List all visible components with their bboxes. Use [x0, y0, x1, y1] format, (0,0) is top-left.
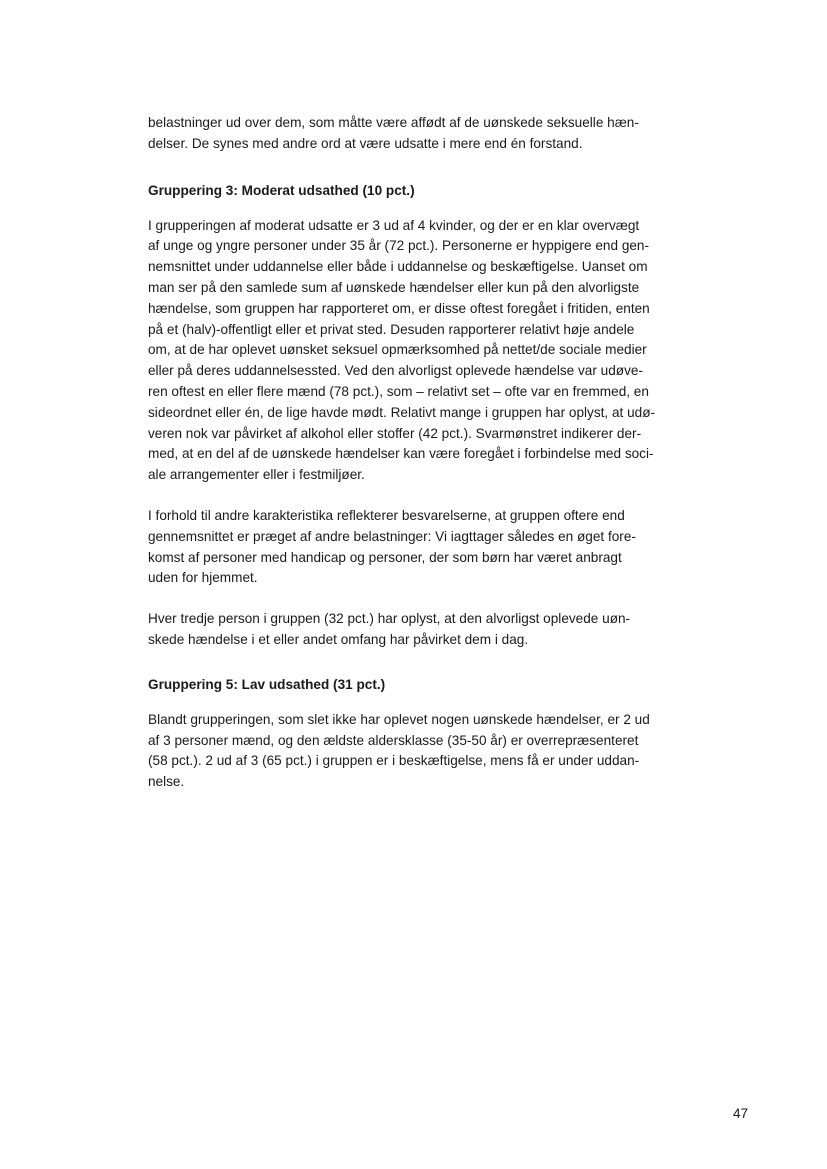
text-line: komst af personer med handicap og personer, der som børn har været anbragt — [148, 549, 622, 565]
text-line: Hver tredje person i gruppen (32 pct.) har oplyst, at den alvorligst oplevede uøn- — [148, 611, 631, 627]
text-line: om, at de har oplevet uønsket seksuel opmærksomhed på nettet/de sociale medier — [148, 342, 647, 358]
text-line: belastninger ud over dem, som måtte være affødt af de uønskede seksuelle hæn- — [148, 115, 639, 130]
text-line: af 3 personer mænd, og den ældste aldersklasse (35-50 år) er overrepræsenteret — [148, 732, 639, 748]
text-line: delser. De synes med andre ord at være udsatte i mere end én forstand. — [148, 135, 583, 151]
document-body — [148, 113, 708, 793]
text-line: I forhold til andre karakteristika reflekterer besvarelserne, at gruppen oftere end — [148, 507, 625, 523]
paragraph-gruppering-3-intro — [148, 216, 708, 486]
text-line: ale arrangementer eller i festmiljøer. — [148, 467, 365, 483]
text-line: veren nok var påvirket af alkohol eller stoffer (42 pct.). Svarmønstret indikerer der- — [148, 425, 642, 441]
text-line: man ser på den samlede sum af uønskede hændelser eller kun på den alvorligste — [148, 279, 640, 295]
text-line: nelse. — [148, 774, 185, 790]
paragraph-gruppering-3-characteristics — [148, 506, 708, 589]
text-line: gennemsnittet er præget af andre belastninger: Vi iagttager således en øget fore- — [148, 528, 636, 544]
text-line: med, at en del af de uønskede hændelser kan være foregået i forbindelse med soci- — [148, 446, 654, 462]
text-line: skede hændelse i et eller andet omfang har påvirket dem i dag. — [148, 631, 529, 647]
page-number: 47 — [733, 1106, 749, 1121]
text-line: I grupperingen af moderat udsatte er 3 ud af 4 kvinder, og der er en klar overvægt — [148, 217, 640, 233]
text-line: (58 pct.). 2 ud af 3 (65 pct.) i gruppen er i beskæftigelse, mens få er under uddan- — [148, 753, 640, 769]
section-heading-gruppering-3: Gruppering 3: Moderat udsathed (10 pct.) — [148, 182, 415, 198]
section-heading-gruppering-5: Gruppering 5: Lav udsathed (31 pct.) — [148, 676, 386, 692]
paragraph-gruppering-5-intro — [148, 710, 708, 793]
text-line: sideordnet eller én, de lige havde mødt. Relativt mange i gruppen har oplyst, at udø- — [148, 404, 656, 420]
text-line: på et (halv)-offentligt eller et privat sted. Desuden rapporterer relativt høje andele — [148, 321, 635, 337]
text-line: eller på deres uddannelsessted. Ved den alvorligst oplevede hændelse var udøve- — [148, 363, 643, 379]
text-line: hændelse, som gruppen har rapporteret om, er disse oftest foregået i fritiden, enten — [148, 300, 650, 316]
text-line: nemsnittet under uddannelse eller både i uddannelse og beskæftigelse. Uanset om — [148, 259, 648, 275]
text-line: ren oftest en eller flere mænd (78 pct.), som – relativt set – ofte var en fremmed, en — [148, 383, 649, 399]
text-line: uden for hjemmet. — [148, 570, 258, 586]
paragraph-gruppering-3-impact — [148, 609, 708, 651]
paragraph-continuation — [148, 113, 708, 155]
text-line: af unge og yngre personer under 35 år (72 pct.). Personerne er hyppigere end gen- — [148, 238, 650, 254]
text-line: Blandt grupperingen, som slet ikke har oplevet nogen uønskede hændelser, er 2 ud — [148, 711, 650, 727]
